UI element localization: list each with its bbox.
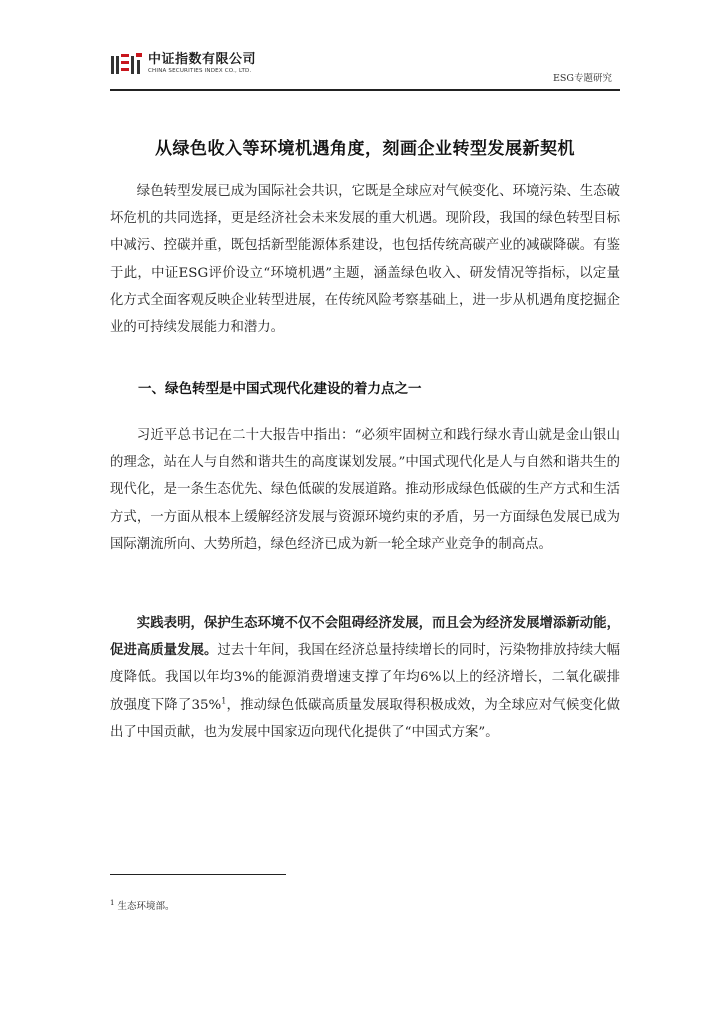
footnote-divider [110,874,286,875]
csi-logo-icon [110,52,144,78]
page-header [110,52,620,92]
footnote-reference[interactable]: 1 [221,696,227,706]
company-name-cn: 中证指数有限公司 [148,52,257,67]
intro-paragraph: 绿色转型发展已成为国际社会共识，它既是全球应对气候变化、环境污染、生态破坏危机的共同选择，更是经济社会未来发展的重大机遇。现阶段，我国的绿色转型目标中减污、控碳并重，既包括新型能源体系建设，也包括传统高碳产业的减碳降碳。有鉴于此，中证ESG评价设立“环境机遇”主题，涵盖绿色收入、研发情况等指标，以定量化方式全面客观反映企业转型进展，在传统风险考察基础上，进一步从机遇角度挖掘企业的可持续发展能力和潜力。 [110,184,620,336]
header-divider [110,89,620,91]
report-type-label: ESG专题研究 [552,73,612,84]
company-logo [110,52,256,82]
key-statement: 实践表明，保护生态环境不仅不会阻碍经济发展，而且会为经济发展增添新动能，促进高质量发展。 [110,616,620,659]
paragraph-body: 过去十年间，我国在经济总量持续增长的同时，污染物排放持续大幅度降低。我国以年均3%的能源消费增速支撑了年均6%以上的经济增长，二氧化碳排放强度下降了35% [110,643,620,713]
section-heading: 一、绿色转型是中国式现代化建设的着力点之一 [138,381,422,397]
company-name-en: CHINA SECURITIES INDEX CO., LTD. [148,68,252,74]
footnote-mark: 1 [110,898,115,907]
section-paragraph-2 [110,610,620,746]
paragraph-tail: ，推动绿色低碳高质量发展取得积极成效，为全球应对气候变化做出了中国贡献，也为发展中国家迈向现代化提供了“中国式方案”。 [110,697,620,740]
section-paragraph-1: 习近平总书记在二十大报告中指出：“必须牢固树立和践行绿水青山就是金山银山的理念，站在人与自然和谐共生的高度谋划发展。”中国式现代化是人与自然和谐共生的现代化，是一条生态优先、绿色低碳的发展道路。推动形成绿色低碳的生产方式和生活方式，一方面从根本上缓解经济发展与资源环境约束的矛盾，另一方面绿色发展已成为国际潮流所向、大势所趋，绿色经济已成为新一轮全球产业竞争的制高点。 [110,428,620,552]
footnote-text: 生态环境部。 [117,901,175,912]
document-title: 从绿色收入等环境机遇角度，刻画企业转型发展新契机 [155,139,575,159]
footnote [110,898,175,912]
